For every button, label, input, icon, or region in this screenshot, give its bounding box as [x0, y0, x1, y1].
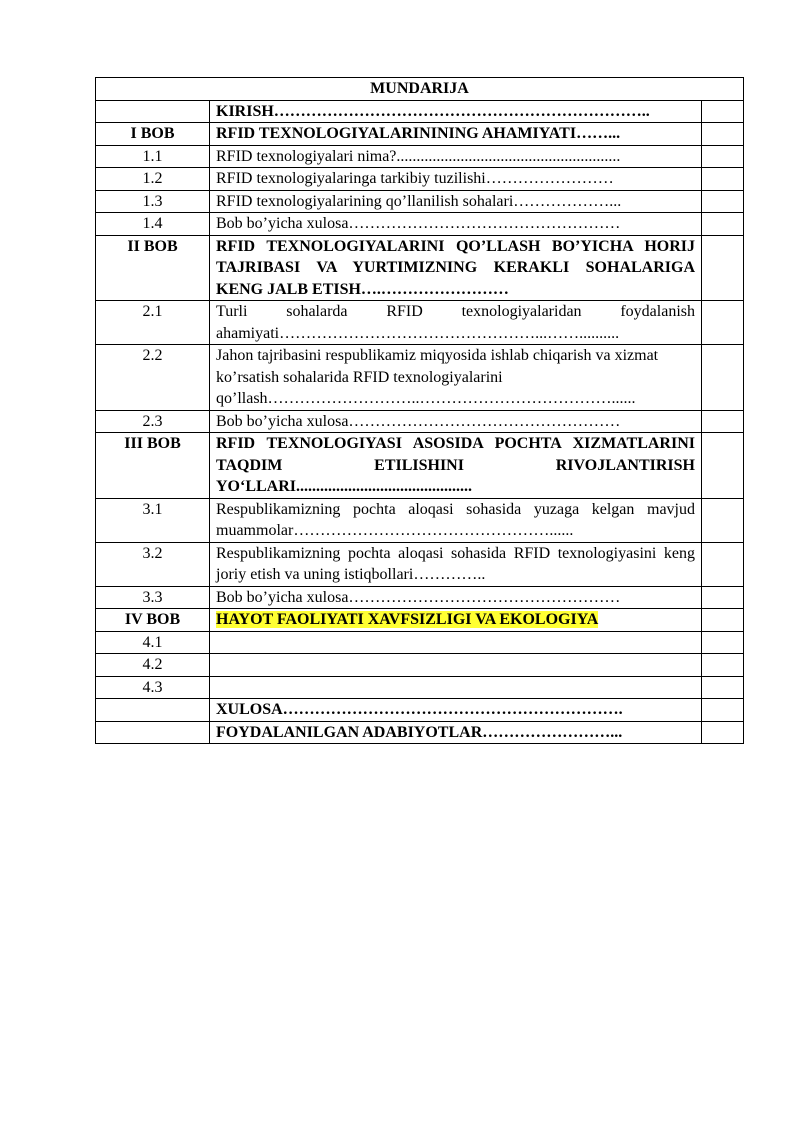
chapter-number: II BOB: [96, 235, 210, 301]
toc-title: MUNDARIJA: [96, 78, 744, 101]
page-number-cell: [702, 721, 744, 744]
page-number-cell: [702, 168, 744, 191]
chapter-title-cell[interactable]: [210, 609, 702, 632]
section-title[interactable]: RFID texnologiyalari nima?........................................................: [210, 145, 702, 168]
page-number-cell: [702, 410, 744, 433]
row-number: [96, 699, 210, 722]
section-number: 1.3: [96, 190, 210, 213]
toc-row-3-1: [96, 498, 744, 542]
toc-row-4-1: [96, 631, 744, 654]
toc-row-kirish: [96, 100, 744, 123]
section-number: 4.3: [96, 676, 210, 699]
chapter-title[interactable]: RFID TEXNOLOGIYALARININING AHAMIYATI……...: [210, 123, 702, 146]
toc-row-adabiyotlar: [96, 721, 744, 744]
page-number-cell: [702, 586, 744, 609]
section-number: 2.3: [96, 410, 210, 433]
toc-row-chapter-3: [96, 433, 744, 499]
section-number: 3.3: [96, 586, 210, 609]
section-title[interactable]: RFID texnologiyalarining qo’llanilish sohalari………………...: [210, 190, 702, 213]
page-number-cell: [702, 123, 744, 146]
page-number-cell: [702, 213, 744, 236]
section-title[interactable]: Bob bo’yicha xulosa……………………………………………: [210, 410, 702, 433]
section-title[interactable]: Jahon tajribasini respublikamiz miqyosida ishlab chiqarish va xizmat ko’rsatish sohalarida RFID texnologiyalarini qo’llash………………………..………………………………......: [210, 345, 702, 411]
toc-row-chapter-4: [96, 609, 744, 632]
section-number: 1.1: [96, 145, 210, 168]
toc-row-2-3: [96, 410, 744, 433]
section-number: 2.1: [96, 301, 210, 345]
toc-row-2-2: [96, 345, 744, 411]
toc-row-3-2: [96, 542, 744, 586]
section-number: 1.2: [96, 168, 210, 191]
section-title[interactable]: Respublikamizning pochta aloqasi sohasida RFID texnologiyasini keng joriy etish va uning istiqbollari…………..: [210, 542, 702, 586]
table-of-contents: [95, 77, 744, 744]
section-title: [210, 631, 702, 654]
row-entry[interactable]: KIRISH……………………………………………………………..: [210, 100, 702, 123]
chapter-title[interactable]: RFID TEXNOLOGIYALARINI QO’LLASH BO’YICHA HORIJ TAJRIBASI VA YURTIMIZNING KERAKLI SOHALARIGA KENG JALB ETISH….……………………: [210, 235, 702, 301]
toc-row-1-1: [96, 145, 744, 168]
section-number: 4.1: [96, 631, 210, 654]
page-number-cell: [702, 654, 744, 677]
section-title[interactable]: Bob bo’yicha xulosa……………………………………………: [210, 213, 702, 236]
row-number: [96, 721, 210, 744]
section-number: 4.2: [96, 654, 210, 677]
row-number: [96, 100, 210, 123]
page-number-cell: [702, 542, 744, 586]
section-number: 2.2: [96, 345, 210, 411]
toc-row-1-4: [96, 213, 744, 236]
page-number-cell: [702, 345, 744, 411]
section-title[interactable]: Bob bo’yicha xulosa……………………………………………: [210, 586, 702, 609]
section-title: [210, 676, 702, 699]
toc-row-1-2: [96, 168, 744, 191]
section-number: 3.1: [96, 498, 210, 542]
page-number-cell: [702, 235, 744, 301]
chapter-title[interactable]: RFID TEXNOLOGIYASI ASOSIDA POCHTA XIZMATLARINI TAQDIM ETILISHINI RIVOJLANTIRISH YO‘LLARI............................................: [210, 433, 702, 499]
chapter-number: IV BOB: [96, 609, 210, 632]
section-title[interactable]: Turli sohalarda RFID texnologiyalaridan foydalanish ahamiyati…………………………………………...……..........: [210, 301, 702, 345]
toc-row-xulosa: [96, 699, 744, 722]
page-number-cell: [702, 609, 744, 632]
toc-row-chapter-1: [96, 123, 744, 146]
toc-title-row: [96, 78, 744, 101]
chapter-number: III BOB: [96, 433, 210, 499]
page-number-cell: [702, 433, 744, 499]
toc-row-chapter-2: [96, 235, 744, 301]
section-title[interactable]: RFID texnologiyalaringa tarkibiy tuzilishi……………………: [210, 168, 702, 191]
toc-row-4-3: [96, 676, 744, 699]
toc-row-1-3: [96, 190, 744, 213]
page-number-cell: [702, 699, 744, 722]
toc-row-3-3: [96, 586, 744, 609]
page-number-cell: [702, 498, 744, 542]
section-title: [210, 654, 702, 677]
page-number-cell: [702, 190, 744, 213]
highlighted-chapter-title: HAYOT FAOLIYATI XAVFSIZLIGI VA EKOLOGIYA: [216, 611, 599, 628]
page-number-cell: [702, 301, 744, 345]
section-title[interactable]: Respublikamizning pochta aloqasi sohasida yuzaga kelgan mavjud muammolar…………………………………………......: [210, 498, 702, 542]
chapter-number: I BOB: [96, 123, 210, 146]
toc-row-4-2: [96, 654, 744, 677]
page-number-cell: [702, 100, 744, 123]
section-number: 3.2: [96, 542, 210, 586]
row-entry[interactable]: XULOSA……………………………………………………….: [210, 699, 702, 722]
page-number-cell: [702, 676, 744, 699]
row-entry[interactable]: FOYDALANILGAN ADABIYOTLAR……………………...: [210, 721, 702, 744]
page-number-cell: [702, 145, 744, 168]
page-number-cell: [702, 631, 744, 654]
section-number: 1.4: [96, 213, 210, 236]
toc-row-2-1: [96, 301, 744, 345]
